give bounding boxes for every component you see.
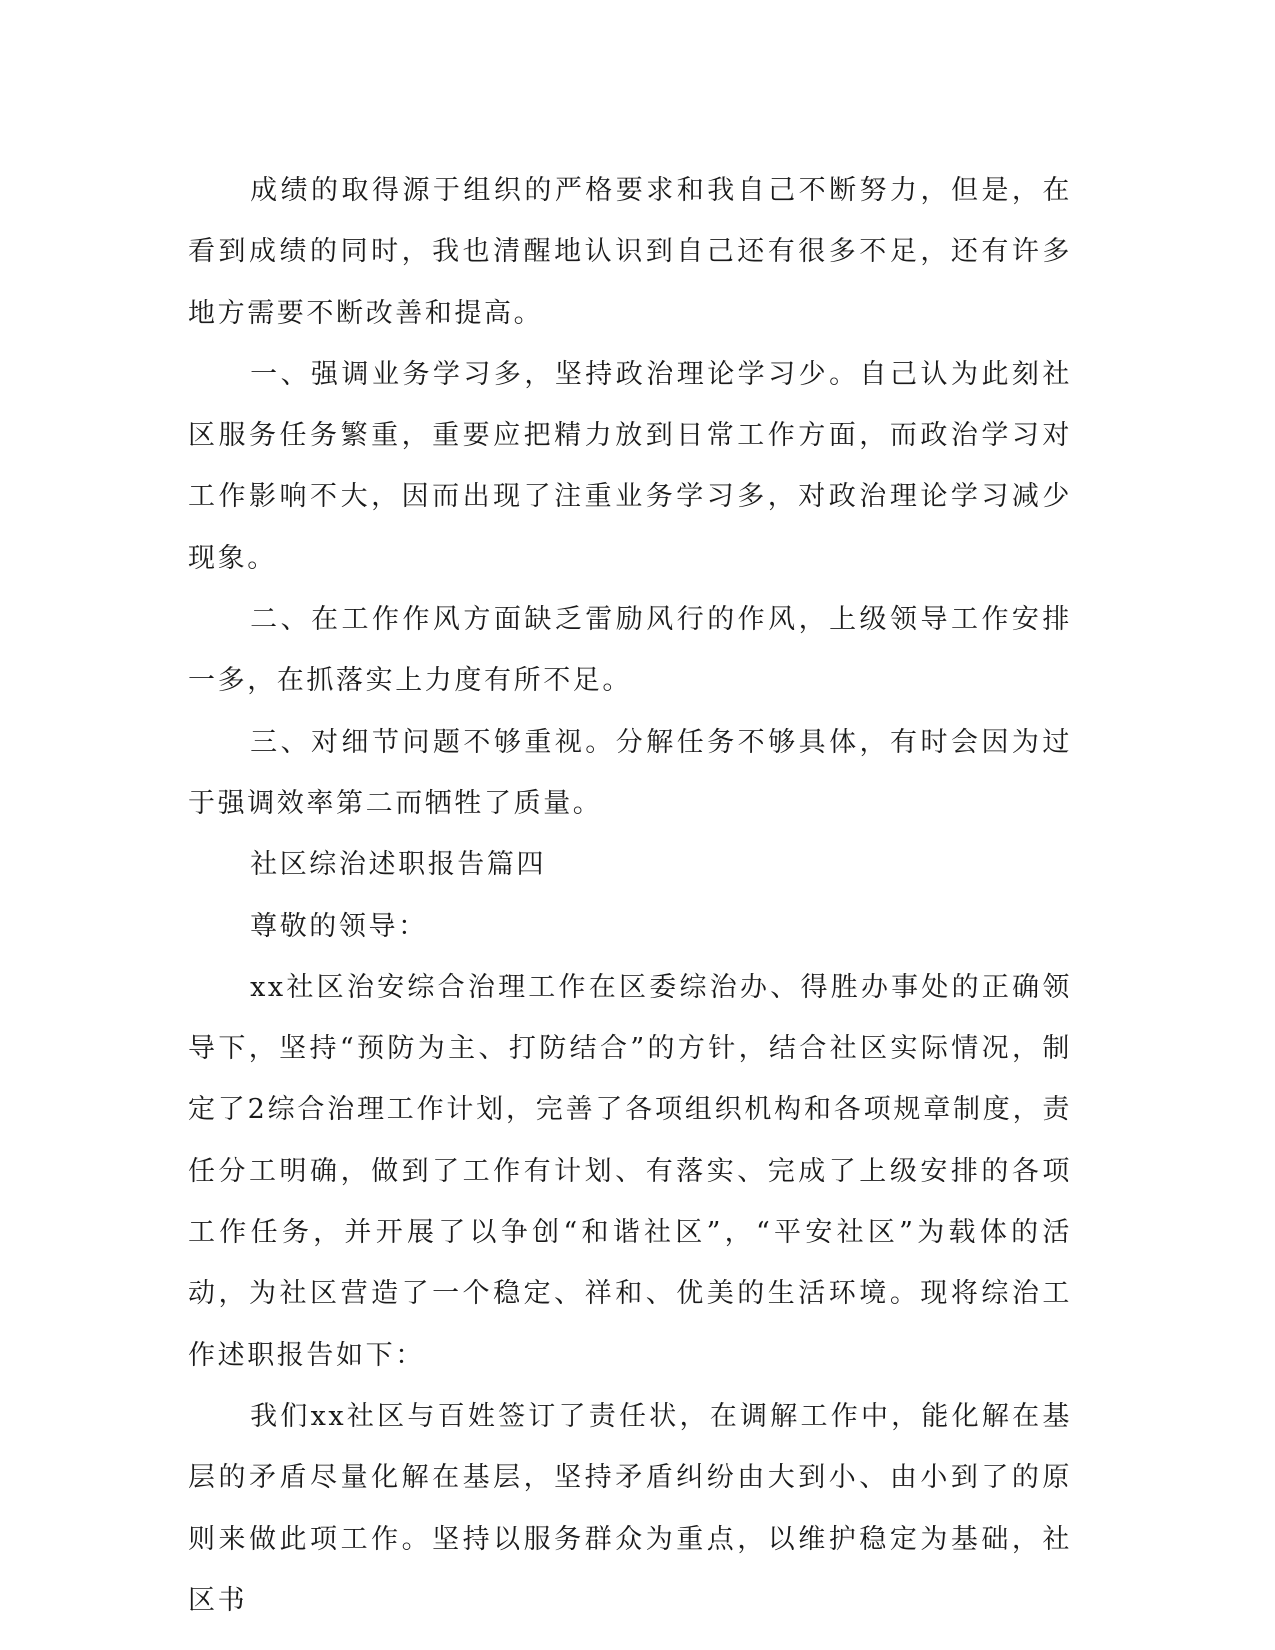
document-body bbox=[188, 160, 1072, 1631]
paragraph-point-three: 三、对细节问题不够重视。分解任务不够具体，有时会因为过于强调效率第二而牺牲了质量。 bbox=[188, 726, 1072, 819]
paragraph-point-two: 二、在工作作风方面缺乏雷励风行的作风，上级领导工作安排一多，在抓落实上力度有所不足。 bbox=[188, 604, 1072, 697]
section-heading: 社区综治述职报告篇四 bbox=[250, 849, 547, 881]
paragraph-mediation: 我们xx社区与百姓签订了责任状，在调解工作中，能化解在基层的矛盾尽量化解在基层，坚持矛盾纠纷由大到小、由小到了的原则来做此项工作。坚持以服务群众为重点，以维护稳定为基础，社区书 bbox=[188, 1400, 1072, 1616]
paragraph-intro: xx社区治安综合治理工作在区委综治办、得胜办事处的正确领导下，坚持“预防为主、打防结合”的方针，结合社区实际情况，制定了2综合治理工作计划，完善了各项组织机构和各项规章制度，责任分工明确，做到了工作有计划、有落实、完成了上级安排的各项工作任务，并开展了以争创“和谐社区”，“平安社区”为载体的活动，为社区营造了一个稳定、祥和、优美的生活环境。现将综治工作述职报告如下： bbox=[188, 971, 1072, 1371]
paragraph-achievements: 成绩的取得源于组织的严格要求和我自己不断努力，但是，在看到成绩的同时，我也清醒地认识到自己还有很多不足，还有许多地方需要不断改善和提高。 bbox=[188, 175, 1072, 329]
salutation: 尊敬的领导： bbox=[250, 910, 428, 942]
paragraph-point-one: 一、强调业务学习多，坚持政治理论学习少。自己认为此刻社区服务任务繁重，重要应把精力放到日常工作方面，而政治学习对工作影响不大，因而出现了注重业务学习多，对政治理论学习减少现象。 bbox=[188, 358, 1072, 574]
